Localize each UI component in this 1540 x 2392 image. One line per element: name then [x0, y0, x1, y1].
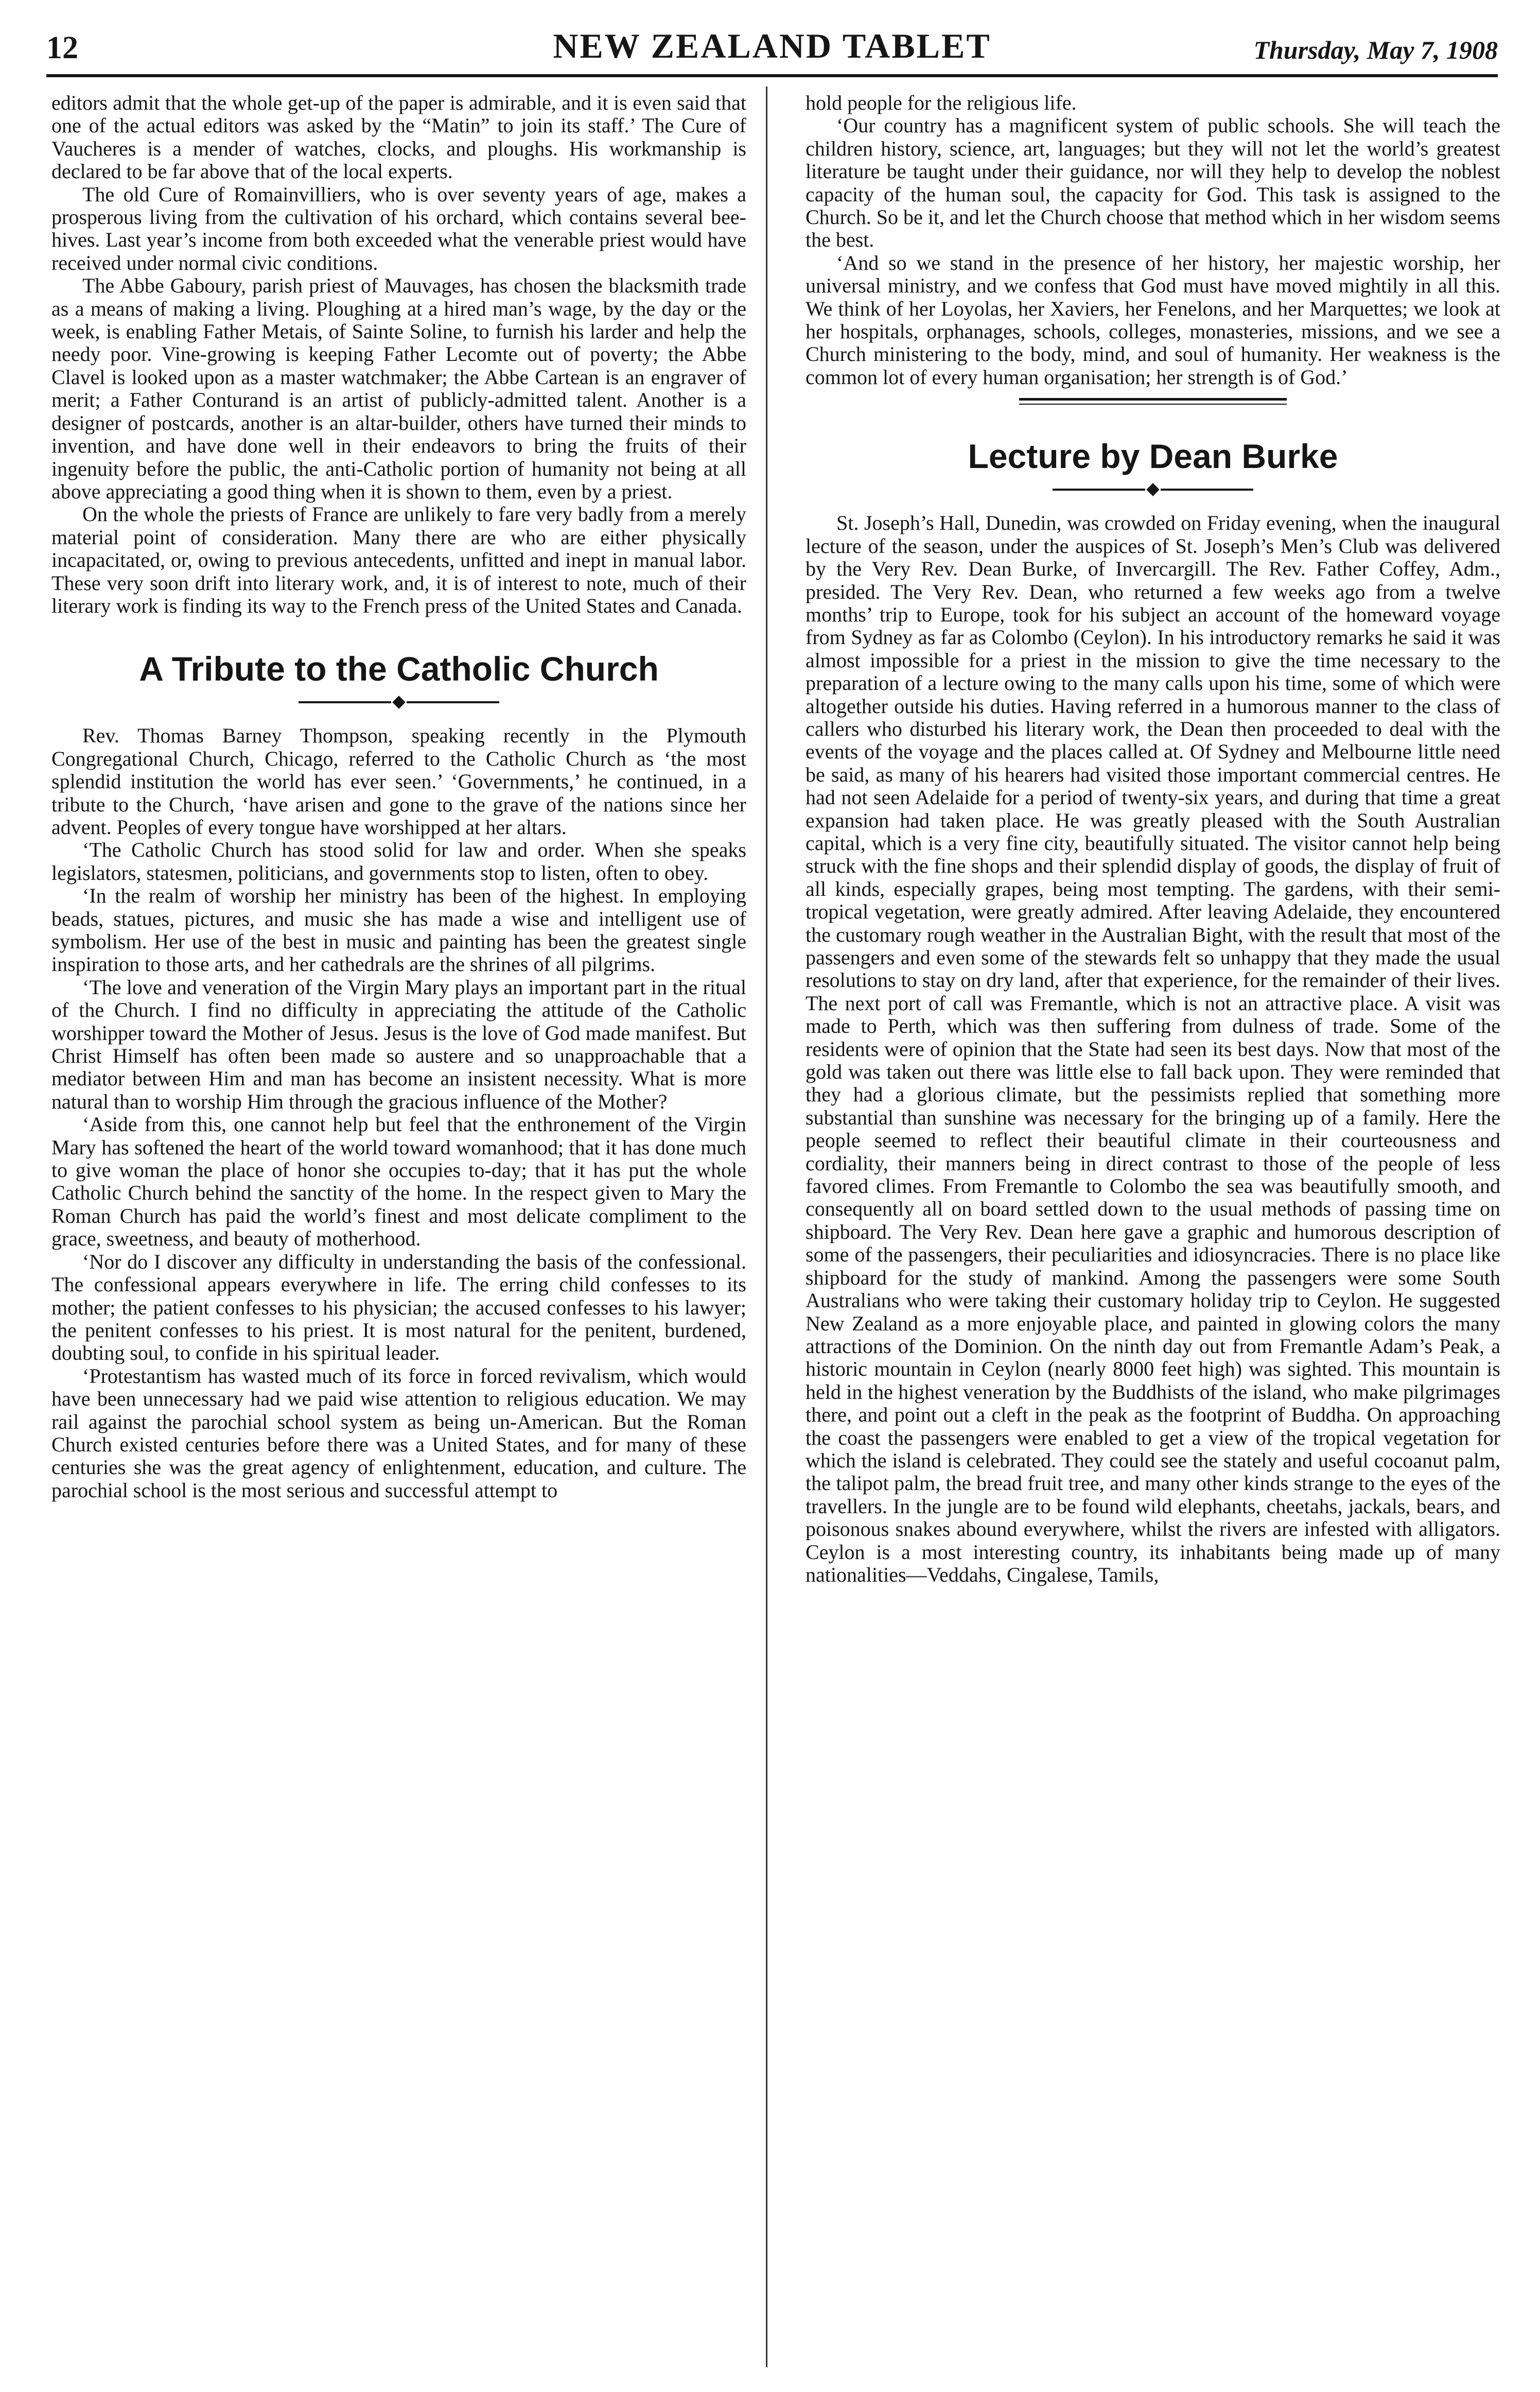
- paragraph: ‘Protestantism has wasted much of its force in forced revivalism, which would have been unnecessary had we paid wise attention to religious education. We may rail against the parochial school system as being un-American. But the Roman Church existed centuries before there was a United States, and for many of these centuries she was the great agency of enlightenment, education, and culture. The parochial school is the most serious and successful attempt to: [51, 1364, 746, 1502]
- paragraph: St. Joseph’s Hall, Dunedin, was crowded on Friday evening, when the inaugural lecture of the season, under the auspices of St. Joseph’s Men’s Club was delivered by the Very Rev. Dean Burke, of Invercargill. The Rev. Father Coffey, Adm., presided. The Very Rev. Dean, who returned a few weeks ago from a twelve months’ trip to Europe, took for his subject an account of the homeward voyage from Sydney as far as Colombo (Ceylon). In his introductory remarks he said it was almost impossible for a priest in the mission to give the time necessary to the preparation of a lecture owing to the many calls upon his time, some of which were altogether outside his duties. Having referred in a humorous manner to the class of callers who disturbed his literary work, the Dean then proceeded to deal with the events of the voyage and the places called at. Of Sydney and Melbourne little need be said, as many of his hearers had visited those important commercial centres. He had not seen Adelaide for a period of twenty-six years, and during that time a great expansion had taken place. He was greatly pleased with the South Australian capital, which is a very fine city, beautifully situated. The visitor cannot help being struck with the fine shops and their splendid display of goods, the display of fruit of all kinds, especially grapes, being most tempting. The gardens, with their semi-tropical vegetation, were greatly admired. After leaving Adelaide, they encountered the customary rough weather in the Australian Bight, with the result that most of the passengers and even some of the stewards felt so unhappy that they made the usual resolutions to stay on dry land, after that experience, for the remainder of their lives. The next port of call was Fremantle, which is not an attractive place. A visit was made to Perth, which was then suffering from dulness of trade. Some of the residents were of opinion that the State had seen its best days. Now that most of the gold was taken out there was little else to fall back upon. They were reminded that they had a glorious climate, but the pessimists replied that something more substantial than sunshine was necessary for the bringing up of a family. Here the people seemed to reflect their beautiful climate in their courteousness and cordiality, their manners being in direct contrast to those of the people of less favored climes. From Fremantle to Colombo the sea was beautifully smooth, and consequently all on board settled down to the usual methods of passing time on shipboard. The Very Rev. Dean here gave a graphic and humorous description of some of the passengers, their peculiarities and idiosyncracies. There is no place like shipboard for the study of mankind. Among the passengers were some South Australians who were taking their customary holiday trip to Ceylon. He suggested New Zealand as a more enjoyable place, and painted in glowing colors the many attractions of the Dominion. On the ninth day out from Fremantle Adam’s Peak, a historic mountain in Ceylon (nearly 8000 feet high) was sighted. This mountain is held in the highest veneration by the Buddhists of the island, who make pilgrimages there, and point out a cleft in the peak as the footprint of Buddha. On approaching the coast the passengers were enabled to get a view of the tropical vegetation for which the island is celebrated. They could see the stately and useful cocoanut palm, the talipot palm, the bread fruit tree, and many other kinds strange to the eyes of the travellers. In the jungle are to be found wild elephants, cheetahs, jackals, bears, and poisonous snakes abound everywhere, whilst the rivers are infested with alligators. Ceylon is a most interesting country, its inhabitants being made up of many nationalities—Veddahs, Cingalese, Tamils,: [806, 511, 1500, 1586]
- article-heading: Lecture by Dean Burke: [968, 437, 1338, 476]
- paragraph: The Abbe Gaboury, parish priest of Mauvages, has chosen the blacksmith trade as a means of making a living. Ploughing at a hired man’s wage, by the day or the week, is enabling Father Metais, of Sainte Soline, to furnish his larder and help the needy poor. Vine-growing is keeping Father Lecomte out of poverty; the Abbe Clavel is looked upon as a master watchmaker; the Abbe Cartean is an engraver of merit; a Father Conturand is an artist of publicly-admitted talent. Another is a designer of postcards, another is an altar-builder, others have turned their minds to invention, and have done well in their endeavors to bring the fruits of their ingenuity before the public, the anti-Catholic portion of humanity not being at all above appreciating a good thing when it is shown to them, even by a priest.: [51, 274, 746, 503]
- paragraph: ‘And so we stand in the presence of her history, her majestic worship, her universal ministry, and we confess that God must have moved mightily in all this. We think of her Loyolas, her Xaviers, her Fenelons, and her Marquettes; we look at her hospitals, orphanages, schools, colleges, monasteries, missions, and we see a Church ministering to the body, mind, and soul of humanity. Her weakness is the common lot of every human organisation; her strength is of God.’: [806, 251, 1500, 389]
- article-heading: A Tribute to the Catholic Church: [139, 650, 659, 688]
- paragraph: Rev. Thomas Barney Thompson, speaking recently in the Plymouth Congregational Church, Chicago, referred to the Catholic Church as ‘the most splendid institution the world has ever seen.’ ‘Governments,’ he continued, in a tribute to the Church, ‘have arisen and gone to the grave of the nations since her advent. Peoples of every tongue have worshipped at her altars.: [51, 724, 746, 839]
- paragraph: ‘Aside from this, one cannot help but feel that the enthronement of the Virgin Mary has softened the heart of the world toward womanhood; that it has done much to give woman the place of honor she occupies to-day; that it has put the whole Catholic Church behind the sanctity of the home. In the respect given to Mary the Roman Church has paid the world’s finest and most delicate compliment to the grace, sweetness, and beauty of motherhood.: [51, 1113, 746, 1251]
- paragraph: ‘The love and veneration of the Virgin Mary plays an important part in the ritual of the Church. I find no difficulty in appreciating the attitude of the Catholic worshipper toward the Mother of Jesus. Jesus is the love of God made manifest. But Christ Himself has often been made so austere and so unapproachable that a mediator between Him and man has become an insistent necessity. What is more natural than to worship Him through the gracious influence of the Mother?: [51, 975, 746, 1113]
- paragraph: ‘Our country has a magnificent system of public schools. She will teach the children history, science, art, languages; but they will not let the world’s greatest literature be taught under their guidance, nor will they help to develop the noblest capacity of the human soul, the capacity for God. This task is assigned to the Church. So be it, and let the Church choose that method which in her wisdom seems the best.: [806, 114, 1500, 252]
- left-column: [51, 92, 746, 2378]
- publication-title: NEW ZEALAND TABLET: [553, 26, 991, 65]
- column-divider: [766, 86, 767, 2367]
- article-end-rule: [806, 398, 1500, 405]
- paragraph: hold people for the religious life.: [806, 92, 1077, 114]
- paragraph: On the whole the priests of France are unlikely to fare very badly from a merely material point of consideration. Many there are who are either physically incapacitated, or, owing to previous antecedents, unfitted and inept in manual labor. These very soon drift into literary work, and, it is of interest to note, much of their literary work is finding its way to the French press of the United States and Canada.: [51, 502, 746, 617]
- paragraph: ‘The Catholic Church has stood solid for law and order. When she speaks legislators, statesmen, politicians, and governments stop to listen, often to obey.: [51, 838, 746, 885]
- page-header: [46, 26, 1498, 72]
- header-rule: [46, 74, 1498, 77]
- heading-ornament: [51, 698, 746, 707]
- heading-ornament: [806, 485, 1500, 494]
- paragraph: ‘Nor do I discover any difficulty in understanding the basis of the confessional. The confessional appears everywhere in life. The erring child confesses to its mother; the patient confesses to his physician; the accused confesses to his lawyer; the penitent confesses to his priest. It is most natural for the penitent, burdened, doubting soul, to confide in his spiritual leader.: [51, 1250, 746, 1365]
- paragraph: ‘In the realm of worship her ministry has been of the highest. In employing beads, statues, pictures, and music she has made a wise and intelligent use of symbolism. Her use of the best in music and painting has been the greatest single inspiration to those arts, and her cathedrals are the shrines of all pilgrims.: [51, 884, 746, 976]
- paragraph: editors admit that the whole get-up of the paper is admirable, and it is even said that one of the actual editors was asked by the “Matin” to join its staff.’ The Cure of Vaucheres is a mender of watches, clocks, and ploughs. His workmanship is declared to be far above that of the local experts.: [51, 92, 746, 183]
- page-number: 12: [46, 30, 78, 65]
- right-column: [806, 92, 1500, 2378]
- issue-date: Thursday, May 7, 1908: [1253, 36, 1498, 64]
- paragraph: The old Cure of Romainvilliers, who is over seventy years of age, makes a prosperous living from the cultivation of his orchard, which contains several bee-hives. Last year’s income from both exceeded what the venerable priest would have received under normal civic conditions.: [51, 182, 746, 274]
